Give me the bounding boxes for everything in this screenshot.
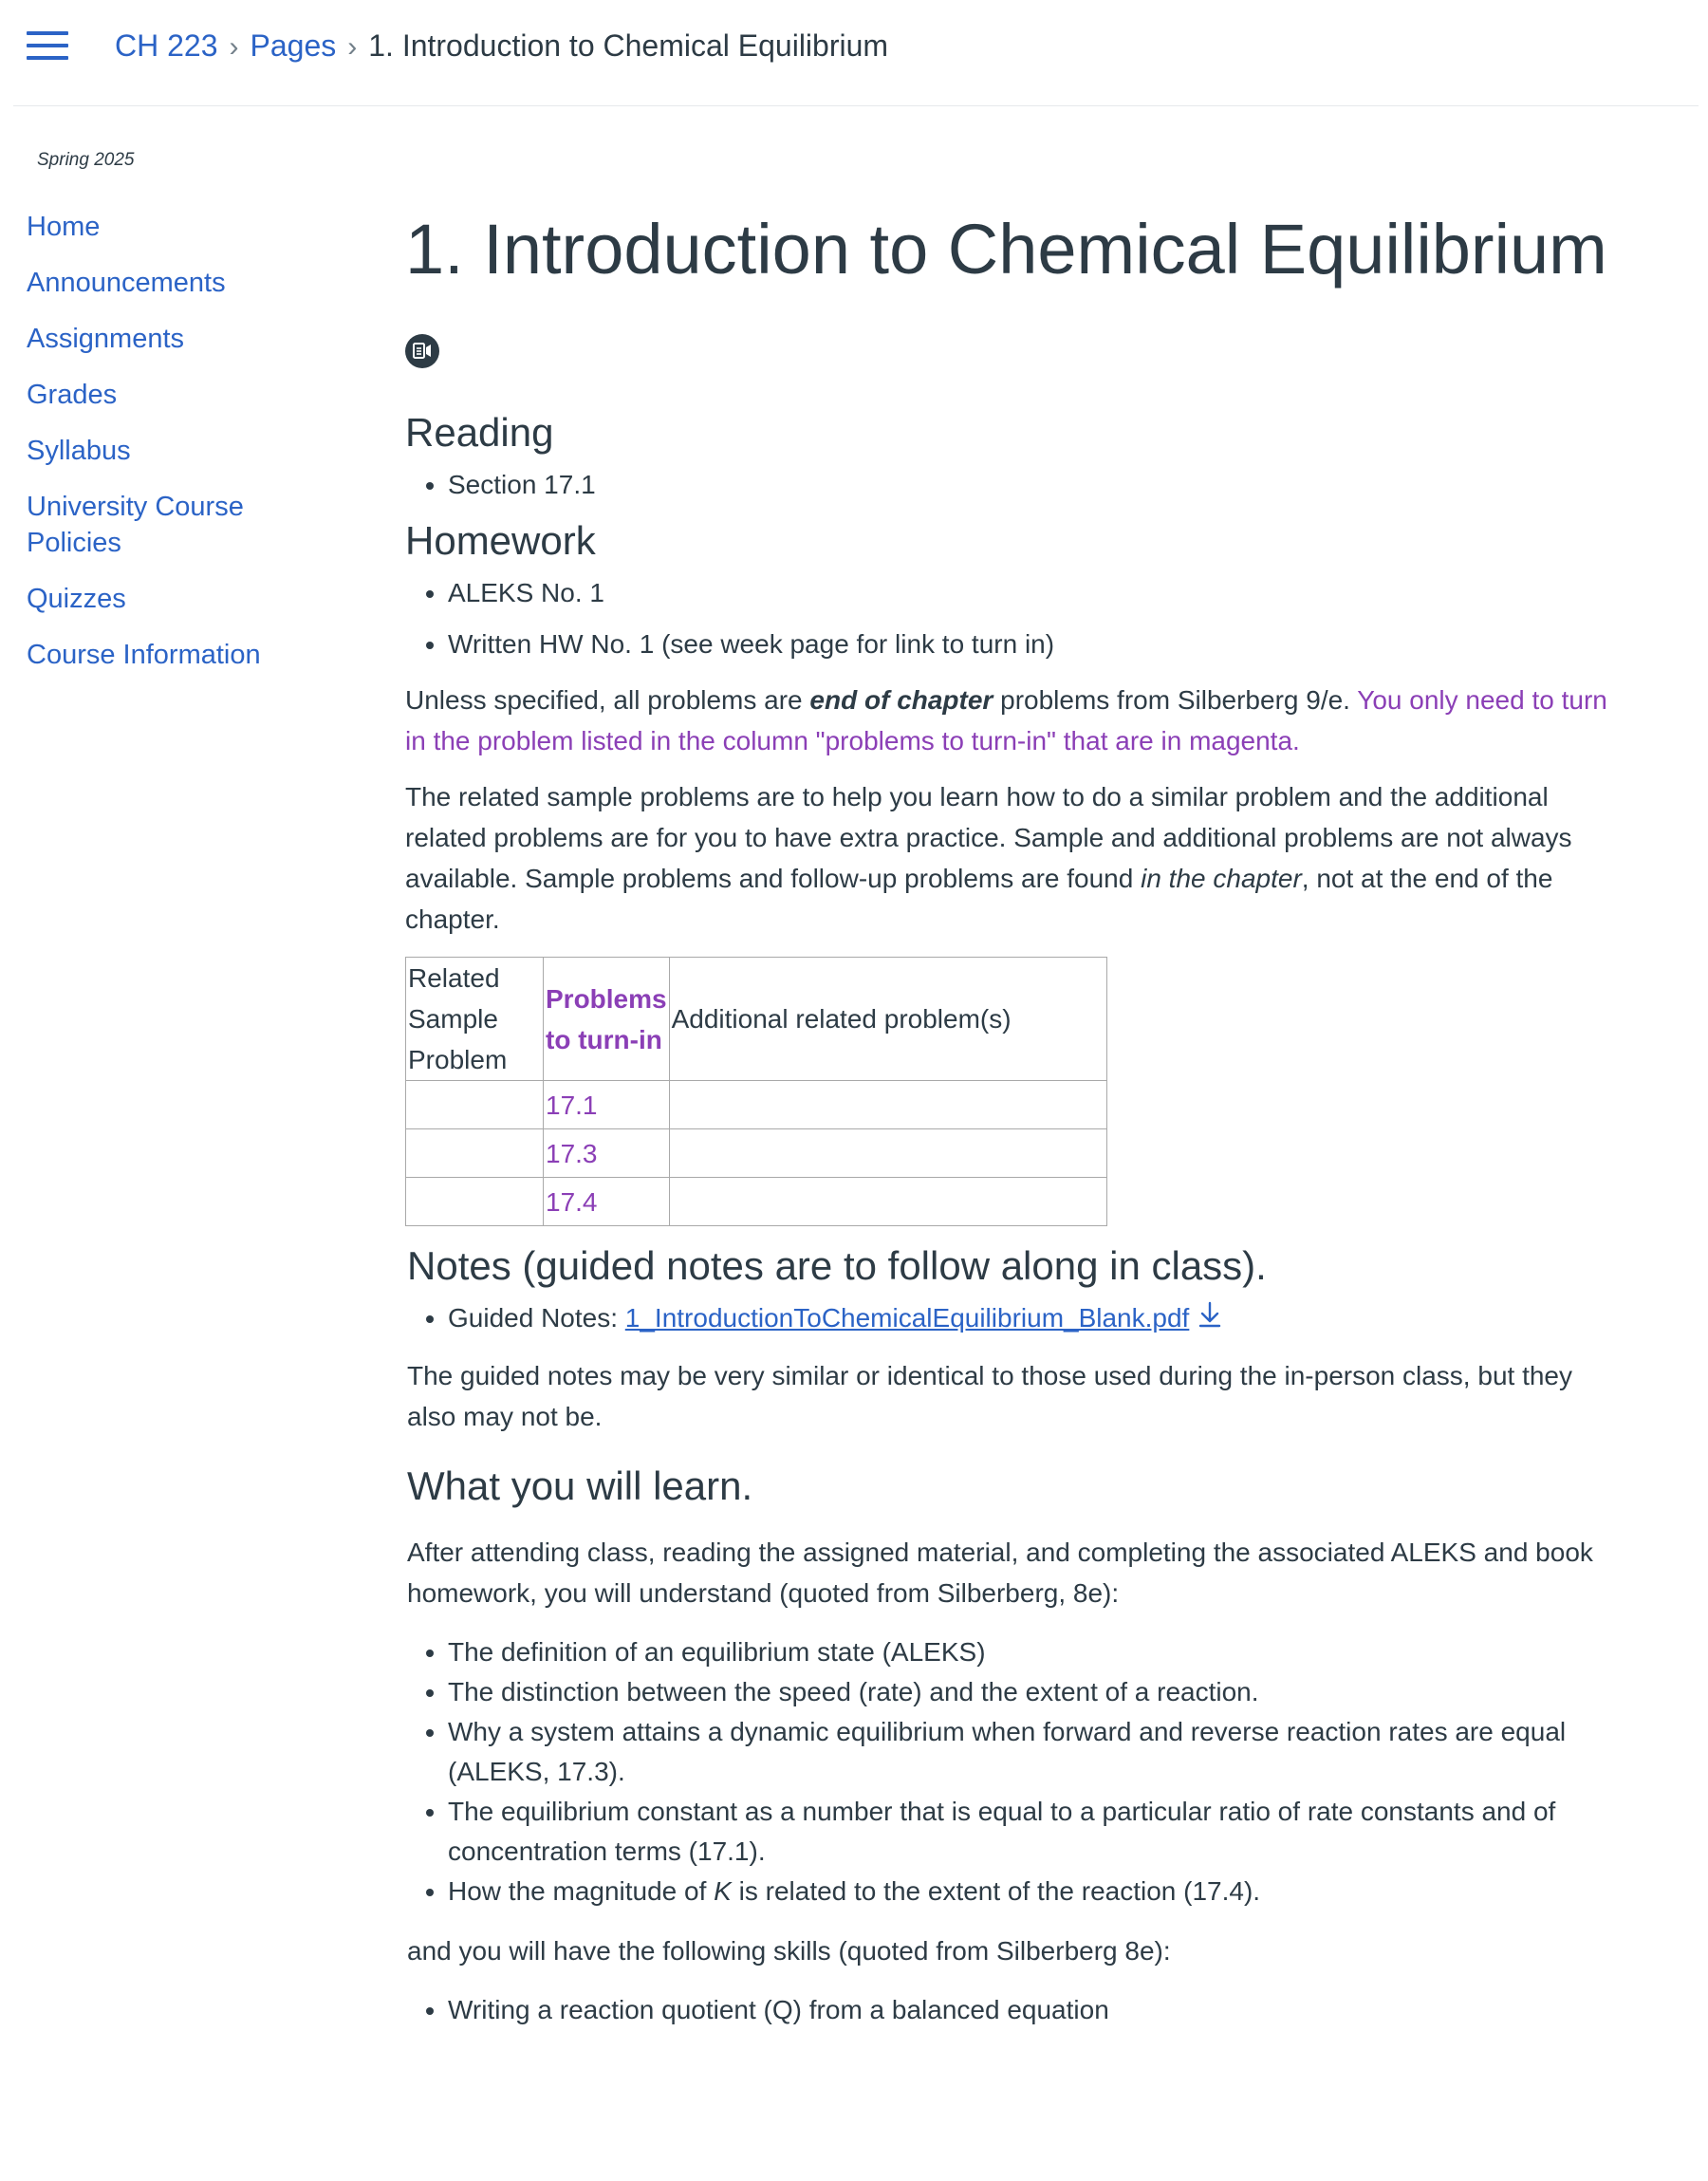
table-cell — [406, 1129, 544, 1178]
table-cell — [406, 1081, 544, 1129]
table-cell: 17.1 — [544, 1081, 670, 1129]
sidebar-link-syllabus[interactable]: Syllabus — [27, 436, 131, 466]
immersive-reader-icon[interactable] — [405, 334, 439, 368]
sidebar-link-grades[interactable]: Grades — [27, 380, 118, 410]
term-label: Spring 2025 — [37, 150, 135, 170]
breadcrumb — [115, 25, 888, 68]
list-item: • The distinction between the speed (rate) and the extent of a reaction. — [448, 1672, 1620, 1712]
guided-notes-label: Guided Notes: — [448, 1303, 625, 1333]
chevron-right-icon: › — [229, 31, 239, 63]
hamburger-icon[interactable] — [27, 28, 68, 63]
table-cell — [669, 1178, 1106, 1226]
sidebar-link-quizzes[interactable]: Quizzes — [27, 584, 126, 614]
table-header-problems-to-turn-in: Problems to turn-in — [544, 958, 670, 1081]
sidebar-item-announcements — [27, 265, 311, 301]
list-item: • Why a system attains a dynamic equilibrium when forward and reverse reaction rates are equal (ALEKS, 17.3). — [448, 1712, 1620, 1792]
table-cell: 17.3 — [544, 1129, 670, 1178]
course-navigation — [27, 209, 311, 693]
list-item: • The equilibrium constant as a number that is equal to a particular ratio of rate constants and of concentration terms (17.1). — [448, 1792, 1620, 1872]
table-cell: 17.4 — [544, 1178, 670, 1226]
sidebar-link-university-course-policies[interactable]: University Course Policies — [27, 492, 244, 558]
list-item: • How the magnitude of K is related to the extent of the reaction (17.4). — [448, 1872, 1620, 1911]
homework-heading: Homework — [405, 518, 596, 563]
table-cell — [406, 1178, 544, 1226]
table-row — [406, 1081, 1107, 1129]
sidebar-link-assignments[interactable]: Assignments — [27, 324, 185, 354]
table-cell — [669, 1081, 1106, 1129]
list-item: • ALEKS No. 1 — [448, 573, 1620, 613]
sidebar-item-home — [27, 209, 311, 245]
page-title: 1. Introduction to Chemical Equilibrium — [405, 210, 1607, 289]
table-cell — [669, 1129, 1106, 1178]
sidebar-link-home[interactable]: Home — [27, 212, 101, 242]
sidebar-item-grades — [27, 377, 311, 413]
notes-list — [405, 1298, 1620, 1340]
sidebar-item-quizzes — [27, 581, 311, 617]
guided-notes-paragraph: The guided notes may be very similar or identical to those used during the in-person class, but they also may not be. — [407, 1360, 1572, 1431]
sidebar-link-course-information[interactable]: Course Information — [27, 640, 261, 670]
breadcrumb-course-link[interactable]: CH 223 — [115, 28, 218, 63]
reading-heading: Reading — [405, 410, 554, 455]
homework-list — [405, 573, 1620, 664]
reading-list — [405, 465, 1620, 505]
sidebar-item-university-course-policies — [27, 489, 311, 561]
learn-heading: What you will learn. — [407, 1463, 753, 1508]
notes-heading: Notes (guided notes are to follow along in class). — [407, 1243, 1267, 1288]
sidebar-link-announcements[interactable]: Announcements — [27, 268, 226, 298]
list-item: • Writing a reaction quotient (Q) from a balanced equation — [448, 1990, 1620, 2030]
table-row — [406, 1178, 1107, 1226]
download-icon[interactable] — [1197, 1300, 1223, 1340]
guided-notes-file-link[interactable]: 1_IntroductionToChemicalEquilibrium_Blank.pdf — [624, 1303, 1190, 1333]
table-header-row — [406, 958, 1107, 1081]
top-navigation-bar — [13, 0, 1699, 106]
homework-instructions: Unless specified, all problems are end of chapter problems from Silberberg 9/e. You only need to turn in the problem listed in the column "problems to turn-in" that are in magenta. — [405, 685, 1607, 755]
skills-intro: and you will have the following skills (quoted from Silberberg 8e): — [407, 1935, 1171, 1966]
problems-table — [405, 957, 1107, 1226]
sidebar-item-syllabus — [27, 433, 311, 469]
list-item: • Section 17.1 — [448, 465, 1620, 505]
page-content — [405, 190, 1620, 2030]
learn-intro: After attending class, reading the assigned material, and completing the associated ALEKS and book homework, you will understand (quoted from Silberberg, 8e): — [407, 1537, 1593, 1608]
table-header-related-sample: Related Sample Problem — [406, 958, 544, 1081]
breadcrumb-current-page: 1. Introduction to Chemical Equilibrium — [368, 28, 889, 63]
table-header-additional: Additional related problem(s) — [669, 958, 1106, 1081]
skills-list — [405, 1990, 1620, 2030]
list-item: • The definition of an equilibrium state (ALEKS) — [448, 1632, 1620, 1672]
list-item: • Written HW No. 1 (see week page for link to turn in) — [448, 624, 1620, 664]
sidebar-item-assignments — [27, 321, 311, 357]
practice-explanation: The related sample problems are to help you learn how to do a similar problem and the additional related problems are for you to have extra practice. Sample and additional problems are not always available. Sample problems and follow-up problems are found in the chapter, not at the end of the chapter. — [405, 782, 1572, 934]
breadcrumb-pages-link[interactable]: Pages — [250, 28, 337, 63]
understand-list — [405, 1632, 1620, 1911]
chevron-right-icon: › — [347, 31, 358, 63]
table-row — [406, 1129, 1107, 1178]
sidebar-item-course-information — [27, 637, 311, 673]
list-item — [448, 1298, 1620, 1340]
